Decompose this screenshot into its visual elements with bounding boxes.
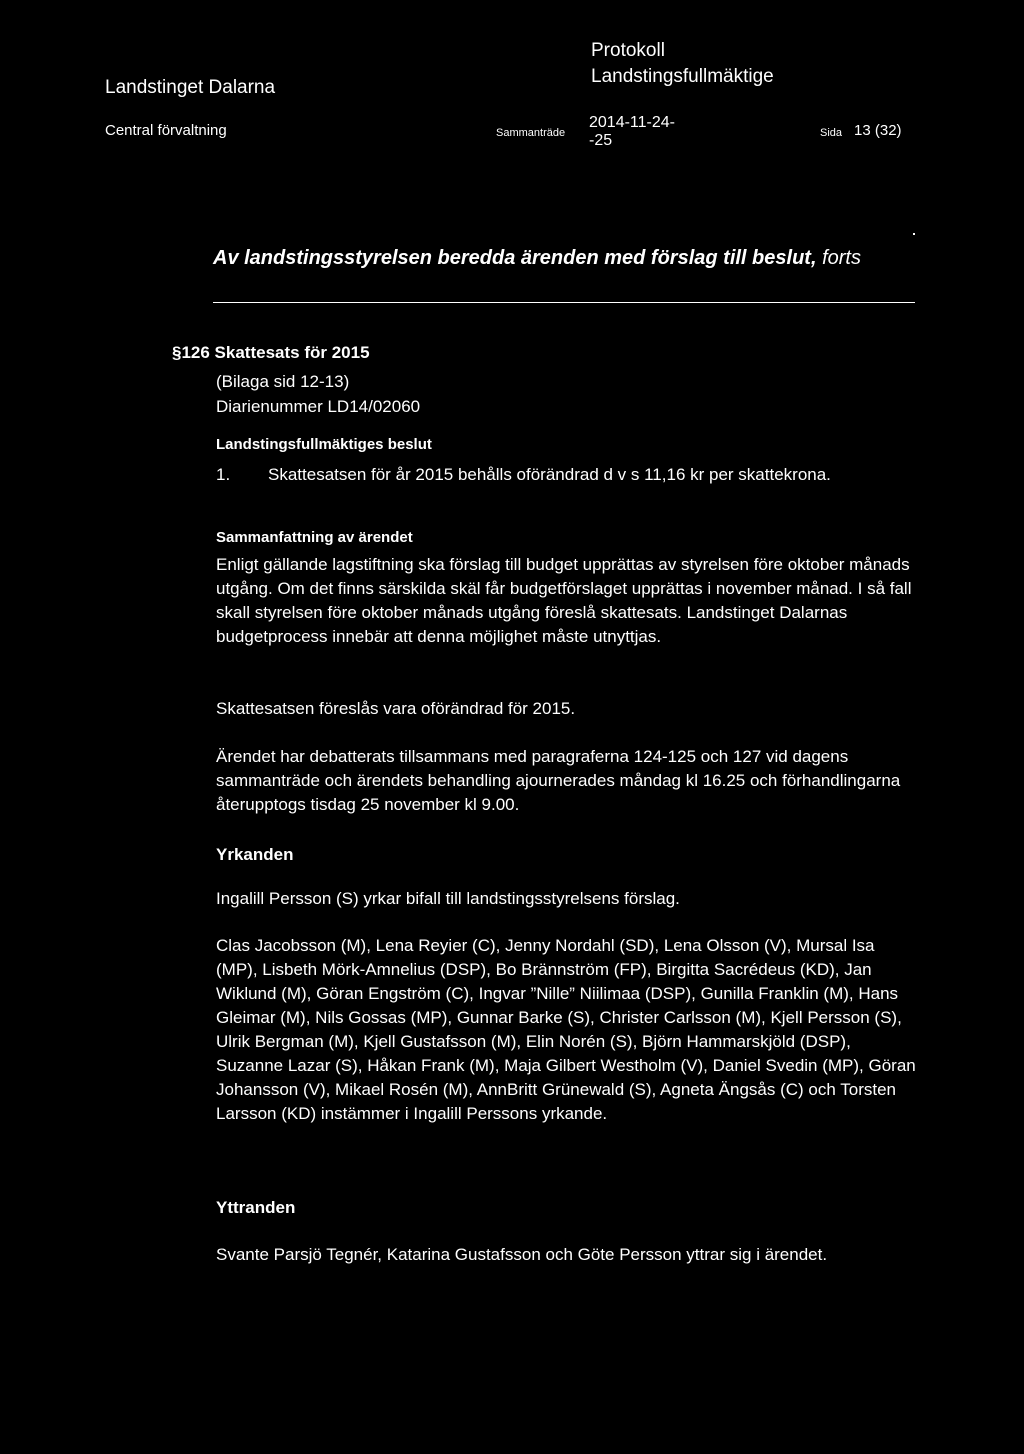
- decision-heading: Landstingsfullmäktiges beslut: [216, 436, 432, 453]
- yrkanden-paragraph: Ingalill Persson (S) yrkar bifall till landstingsstyrelsens förslag.: [216, 889, 680, 908]
- section-divider: [213, 302, 915, 303]
- document-type: Protokoll: [591, 40, 665, 61]
- debate-text: Ärendet har debatterats tillsammans med paragraferna 124-125 och 127 vid dagens sammanträde och ärendets behandling ajournerades måndag kl 16.25 och förhandlingarna återupptogs tisdag 25 november kl 9.00.: [216, 747, 901, 814]
- yrkanden-paragraph: Clas Jacobsson (M), Lena Reyier (C), Jenny Nordahl (SD), Lena Olsson (V), Mursal Isa (MP), Lisbeth Mörk-Amnelius (DSP), Bo Brännström (FP), Birgitta Sacrédeus (KD), Jan Wiklund (M), Göran Engström (C), Ingvar ”Nille” Niilimaa (DSP), Gunilla Franklin (M), Hans Gleimar (M), Nils Gossas (MP), Gunnar Barke (S), Christer Carlsson (M), Kjell Persson (S), Ulrik Bergman (M), Kjell Gustafsson (M), Elin Norén (S), Björn Hammarskjöld (DSP), Suzanne Lazar (S), Håkan Frank (M), Maja Gilbert Westholm (V), Daniel Svedin (MP), Göran Johansson (V), Mikael Rosén (M), AnnBritt Grünewald (S), Agneta Ängsås (C) och Torsten Larsson (KD) instämmer i Ingalill Perssons yrkande.: [216, 936, 916, 1123]
- scan-dot: [913, 233, 915, 235]
- item-title: §126 Skattesats för 2015: [172, 343, 370, 362]
- item-diary-number: Diarienummer LD14/02060: [216, 397, 421, 416]
- yttranden-heading: Yttranden: [216, 1198, 296, 1217]
- section-heading-text: Av landstingsstyrelsen beredda ärenden med förslag till beslut,: [213, 247, 817, 269]
- meeting-date-line-2: -25: [589, 132, 613, 149]
- department-name: Central förvaltning: [105, 122, 227, 139]
- yttranden-text: Svante Parsjö Tegnér, Katarina Gustafsson och Göte Persson yttrar sig i ärendet.: [216, 1245, 828, 1264]
- summary-text: Enligt gällande lagstiftning ska förslag till budget upprättas av styrelsen före oktober månads utgång. Om det finns särskilda skäl får budgetförslaget upprättas i november månad. I så fall skall styrelsen före oktober månads utgång föreslå skattesats. Landstinget Dalarnas budgetprocess innebär att denna möjlighet måste utnyttjas.: [216, 555, 912, 646]
- section-heading-suffix: forts: [822, 247, 861, 269]
- meeting-date-line-1: 2014-11-24-: [589, 114, 675, 131]
- yrkanden-heading: Yrkanden: [216, 845, 294, 864]
- summary-note: Skattesatsen föreslås vara oförändrad för 2015.: [216, 699, 576, 718]
- governing-body: Landstingsfullmäktige: [591, 66, 774, 87]
- meeting-label: Sammanträde: [496, 127, 566, 139]
- section-heading: [213, 244, 915, 272]
- decision-point-text: Skattesatsen för år 2015 behålls oförändrad d v s 11,16 kr per skattekrona.: [268, 465, 831, 484]
- summary-heading: Sammanfattning av ärendet: [216, 529, 413, 546]
- item-attachment: (Bilaga sid 12-13): [216, 372, 350, 391]
- decision-point-number: 1.: [216, 465, 231, 484]
- page-label: Sida: [820, 127, 843, 139]
- page-number: 13 (32): [854, 122, 902, 139]
- organization-name: Landstinget Dalarna: [105, 77, 276, 98]
